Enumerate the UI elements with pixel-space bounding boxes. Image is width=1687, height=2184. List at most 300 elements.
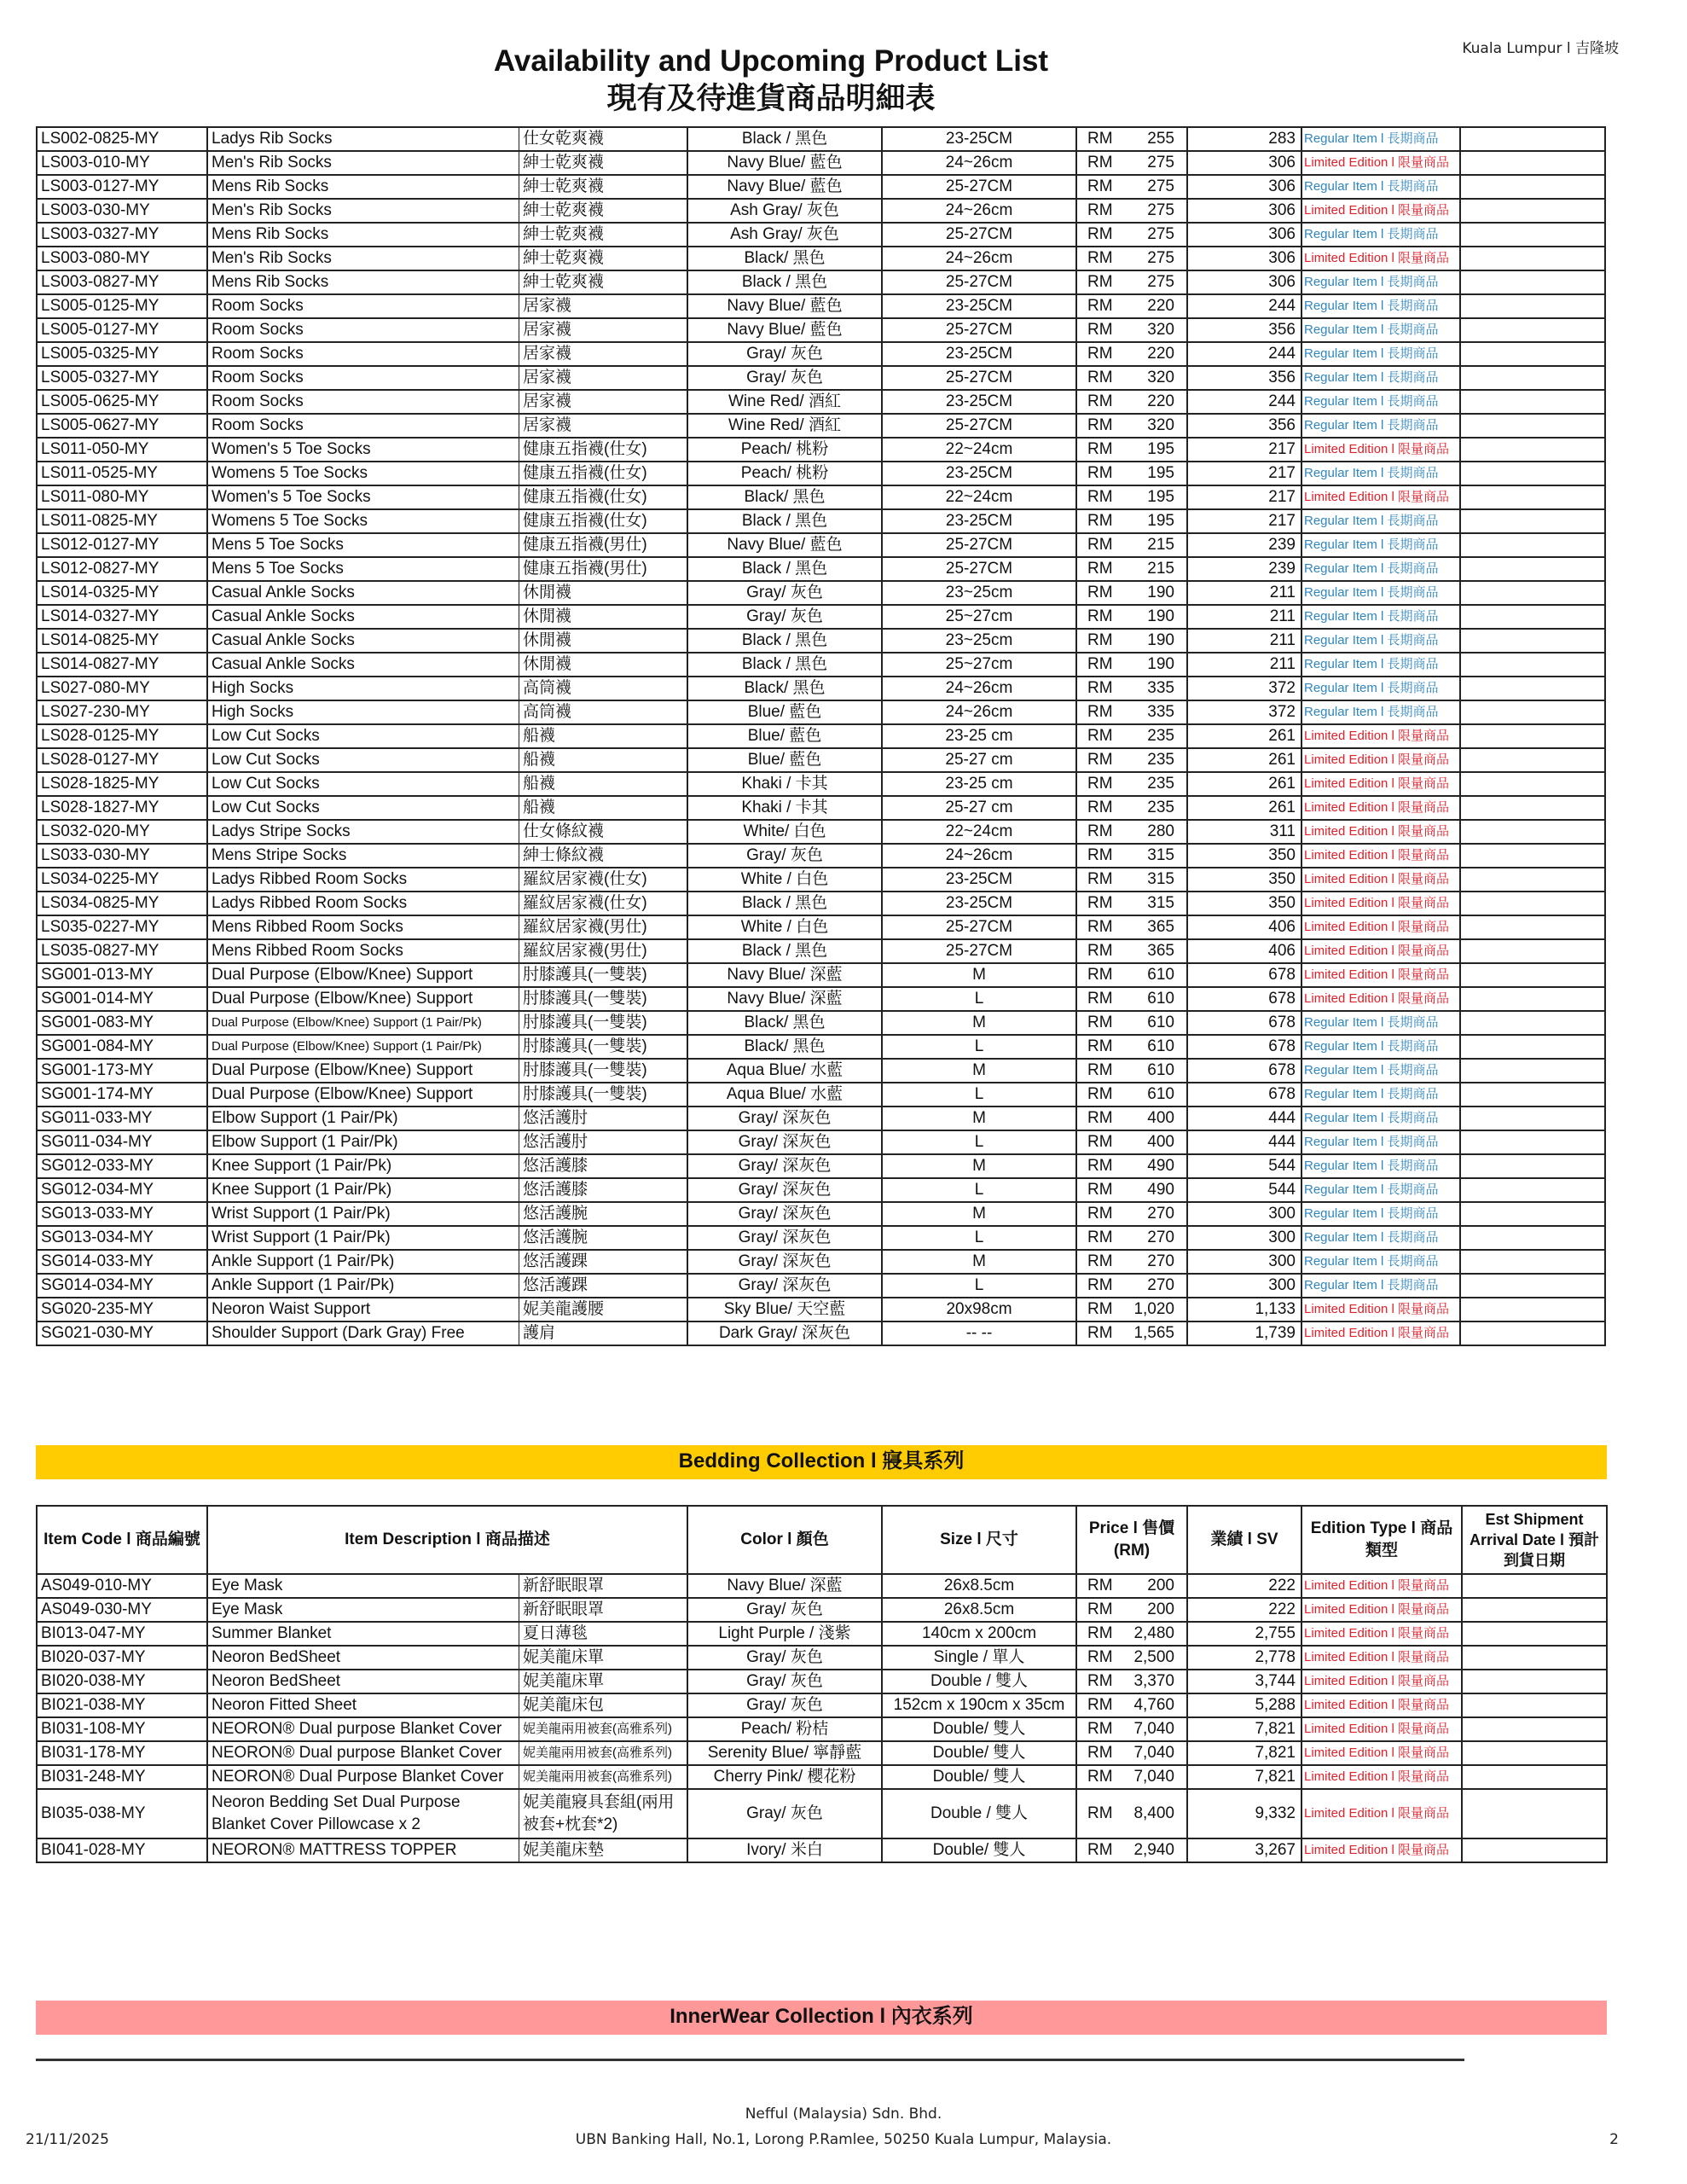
item-description-cn-cell: 悠活護腕	[519, 1226, 688, 1250]
size-cell: Double/ 雙人	[882, 1765, 1076, 1789]
edition-type-cell: Limited Edition l 限量商品	[1301, 868, 1460, 892]
sv-cell: 678	[1187, 987, 1301, 1011]
section-divider	[36, 2059, 1464, 2061]
size-cell: M	[882, 963, 1076, 987]
price-cell	[1076, 390, 1187, 414]
sv-cell: 678	[1187, 1035, 1301, 1059]
item-description-cn-cell: 羅紋居家襪(男仕)	[519, 939, 688, 963]
currency-label: RM	[1087, 560, 1113, 578]
currency-label: RM	[1087, 1804, 1113, 1822]
edition-type-cell: Limited Edition l 限量商品	[1301, 1838, 1462, 1862]
item-code-cell: LS003-0127-MY	[37, 175, 207, 199]
size-cell: 25-27CM	[882, 318, 1076, 342]
price-cell	[1076, 509, 1187, 533]
currency-label: RM	[1087, 225, 1113, 243]
item-code-cell: SG011-034-MY	[37, 1130, 207, 1154]
price-amount: 2,500	[1133, 1648, 1174, 1666]
est-shipment-cell	[1460, 939, 1605, 963]
currency-label: RM	[1087, 679, 1113, 697]
item-description-cn-cell: 肘膝護具(一雙裝)	[519, 1035, 688, 1059]
edition-type-cell: Regular Item l 長期商品	[1301, 366, 1460, 390]
est-shipment-cell	[1462, 1622, 1607, 1646]
price-cell	[1076, 294, 1187, 318]
color-cell: Navy Blue/ 藍色	[687, 294, 882, 318]
item-description-cn-cell: 紳士乾爽襪	[519, 175, 688, 199]
price-amount: 195	[1147, 512, 1174, 530]
est-shipment-cell	[1460, 557, 1605, 581]
table-row	[37, 1011, 1605, 1035]
table-row	[37, 390, 1605, 414]
item-description-cn-cell: 肘膝護具(一雙裝)	[519, 1011, 688, 1035]
price-amount: 270	[1147, 1252, 1174, 1270]
currency-label: RM	[1087, 321, 1113, 339]
item-description-cn-cell: 紳士乾爽襪	[519, 247, 688, 270]
price-amount: 235	[1147, 751, 1174, 769]
item-code-cell: LS011-0825-MY	[37, 509, 207, 533]
socks-supports-table-body	[37, 127, 1605, 1345]
size-cell: 23-25CM	[882, 462, 1076, 485]
est-shipment-cell	[1460, 199, 1605, 223]
price-cell	[1076, 462, 1187, 485]
est-shipment-cell	[1460, 438, 1605, 462]
item-description-cell: Low Cut Socks	[207, 796, 519, 820]
bedding-table-body	[37, 1574, 1607, 1862]
item-description-cell: NEORON® Dual purpose Blanket Cover	[207, 1741, 519, 1765]
price-amount: 195	[1147, 488, 1174, 506]
sv-cell: 244	[1187, 390, 1301, 414]
est-shipment-cell	[1462, 1765, 1607, 1789]
edition-type-cell: Limited Edition l 限量商品	[1301, 1741, 1462, 1765]
item-description-cell: Neoron Bedding Set Dual Purpose Blanket Cover Pillowcase x 2	[207, 1789, 519, 1838]
est-shipment-cell	[1460, 1202, 1605, 1226]
size-cell: 23-25 cm	[882, 772, 1076, 796]
bedding-collection-banner: Bedding Collection l 寢具系列	[36, 1445, 1607, 1479]
edition-type-cell: Regular Item l 長期商品	[1301, 1178, 1460, 1202]
item-description-cn-cell: 悠活護肘	[519, 1130, 688, 1154]
est-shipment-cell	[1460, 1178, 1605, 1202]
price-amount: 4,760	[1133, 1696, 1174, 1714]
price-cell	[1076, 1622, 1187, 1646]
price-cell	[1076, 1011, 1187, 1035]
price-cell	[1076, 414, 1187, 438]
est-shipment-cell	[1460, 1130, 1605, 1154]
size-cell: 25~27cm	[882, 653, 1076, 677]
table-row	[37, 270, 1605, 294]
item-description-cell: Wrist Support (1 Pair/Pk)	[207, 1226, 519, 1250]
table-row	[37, 1130, 1605, 1154]
table-row	[37, 199, 1605, 223]
price-amount: 1,565	[1133, 1324, 1174, 1342]
sv-cell: 444	[1187, 1130, 1301, 1154]
size-cell: L	[882, 1083, 1076, 1107]
sv-cell: 306	[1187, 175, 1301, 199]
item-code-cell: BI020-038-MY	[37, 1670, 207, 1693]
table-row	[37, 581, 1605, 605]
est-shipment-cell	[1460, 1083, 1605, 1107]
sv-cell: 300	[1187, 1250, 1301, 1274]
item-description-cell: Mens 5 Toe Socks	[207, 557, 519, 581]
size-cell: 22~24cm	[882, 485, 1076, 509]
price-amount: 320	[1147, 416, 1174, 434]
item-code-cell: LS005-0625-MY	[37, 390, 207, 414]
item-description-cn-cell: 肘膝護具(一雙裝)	[519, 963, 688, 987]
color-cell: Navy Blue/ 深藍	[687, 1574, 882, 1598]
edition-type-cell: Regular Item l 長期商品	[1301, 1154, 1460, 1178]
color-cell: Gray/ 灰色	[687, 605, 882, 629]
item-code-cell: SG001-014-MY	[37, 987, 207, 1011]
currency-label: RM	[1087, 990, 1113, 1008]
sv-cell: 300	[1187, 1226, 1301, 1250]
color-cell: Ash Gray/ 灰色	[687, 223, 882, 247]
price-cell	[1076, 677, 1187, 700]
est-shipment-cell	[1460, 677, 1605, 700]
price-cell	[1076, 533, 1187, 557]
edition-type-cell: Regular Item l 長期商品	[1301, 1011, 1460, 1035]
price-amount: 280	[1147, 822, 1174, 840]
item-description-cell: Elbow Support (1 Pair/Pk)	[207, 1130, 519, 1154]
item-description-cell: Dual Purpose (Elbow/Knee) Support	[207, 987, 519, 1011]
est-shipment-cell	[1460, 820, 1605, 844]
color-cell: Navy Blue/ 深藍	[687, 963, 882, 987]
item-description-cn-cell: 休閒襪	[519, 653, 688, 677]
edition-type-cell: Regular Item l 長期商品	[1301, 342, 1460, 366]
price-amount: 275	[1147, 273, 1174, 291]
item-description-cell: Mens Ribbed Room Socks	[207, 939, 519, 963]
currency-label: RM	[1087, 1252, 1113, 1270]
edition-type-cell: Regular Item l 長期商品	[1301, 175, 1460, 199]
price-cell	[1076, 892, 1187, 915]
item-code-cell: LS014-0827-MY	[37, 653, 207, 677]
edition-type-cell: Regular Item l 長期商品	[1301, 629, 1460, 653]
color-cell: Dark Gray/ 深灰色	[687, 1321, 882, 1345]
item-code-cell: LS011-050-MY	[37, 438, 207, 462]
item-description-cell: Neoron Fitted Sheet	[207, 1693, 519, 1717]
color-cell: Black / 黑色	[687, 892, 882, 915]
size-cell: Single / 單人	[882, 1646, 1076, 1670]
item-code-cell: SG001-083-MY	[37, 1011, 207, 1035]
sv-cell: 2,755	[1187, 1622, 1301, 1646]
edition-type-cell: Limited Edition l 限量商品	[1301, 438, 1460, 462]
size-cell: Double/ 雙人	[882, 1717, 1076, 1741]
size-cell: 25-27CM	[882, 223, 1076, 247]
price-cell	[1076, 1107, 1187, 1130]
sv-cell: 678	[1187, 1059, 1301, 1083]
edition-type-cell: Regular Item l 長期商品	[1301, 533, 1460, 557]
item-description-cell: Ladys Ribbed Room Socks	[207, 868, 519, 892]
edition-type-cell: Regular Item l 長期商品	[1301, 270, 1460, 294]
item-description-cn-cell: 羅紋居家襪(仕女)	[519, 892, 688, 915]
item-description-cn-cell: 羅紋居家襪(仕女)	[519, 868, 688, 892]
currency-label: RM	[1087, 369, 1113, 386]
price-cell	[1076, 438, 1187, 462]
table-row	[37, 438, 1605, 462]
table-row	[37, 1035, 1605, 1059]
footer-address: UBN Banking Hall, No.1, Lorong P.Ramlee, 50250 Kuala Lumpur, Malaysia.	[575, 2131, 1112, 2148]
currency-label: RM	[1087, 345, 1113, 363]
color-cell: Black/ 黑色	[687, 485, 882, 509]
item-code-cell: AS049-030-MY	[37, 1598, 207, 1622]
item-description-cn-cell: 高筒襪	[519, 677, 688, 700]
price-amount: 235	[1147, 799, 1174, 816]
item-description-cell: Room Socks	[207, 342, 519, 366]
size-cell: 25-27CM	[882, 939, 1076, 963]
item-code-cell: LS003-030-MY	[37, 199, 207, 223]
currency-label: RM	[1087, 416, 1113, 434]
color-cell: Black/ 黑色	[687, 1011, 882, 1035]
currency-label: RM	[1087, 1744, 1113, 1762]
color-cell: Gray/ 深灰色	[687, 1202, 882, 1226]
color-cell: Gray/ 灰色	[687, 1598, 882, 1622]
item-description-cell: Women's 5 Toe Socks	[207, 485, 519, 509]
currency-label: RM	[1087, 1014, 1113, 1031]
item-description-cell: Low Cut Socks	[207, 748, 519, 772]
est-shipment-cell	[1460, 748, 1605, 772]
item-description-cn-cell: 新舒眠眼罩	[519, 1598, 688, 1622]
color-cell: Wine Red/ 酒紅	[687, 414, 882, 438]
item-description-cell: NEORON® Dual purpose Blanket Cover	[207, 1717, 519, 1741]
table-row	[37, 1789, 1607, 1838]
table-row	[37, 1154, 1605, 1178]
color-cell: Blue/ 藍色	[687, 748, 882, 772]
price-cell	[1076, 1202, 1187, 1226]
price-cell	[1076, 247, 1187, 270]
size-cell: 25-27 cm	[882, 748, 1076, 772]
item-code-cell: LS035-0227-MY	[37, 915, 207, 939]
edition-type-cell: Regular Item l 長期商品	[1301, 700, 1460, 724]
currency-label: RM	[1087, 607, 1113, 625]
color-cell: Gray/ 深灰色	[687, 1107, 882, 1130]
size-cell: L	[882, 1178, 1076, 1202]
currency-label: RM	[1087, 1109, 1113, 1127]
item-code-cell: LS012-0827-MY	[37, 557, 207, 581]
item-description-cn-cell: 紳士乾爽襪	[519, 270, 688, 294]
item-code-cell: LS014-0327-MY	[37, 605, 207, 629]
size-cell: L	[882, 987, 1076, 1011]
price-cell	[1076, 223, 1187, 247]
item-description-cn-cell: 妮美龍兩用被套(高雅系列)	[519, 1765, 688, 1789]
table-row	[37, 1622, 1607, 1646]
item-description-cell: NEORON® MATTRESS TOPPER	[207, 1838, 519, 1862]
price-cell	[1076, 127, 1187, 151]
sv-cell: 211	[1187, 605, 1301, 629]
item-description-cn-cell: 妮美龍寢具套組(兩用被套+枕套*2)	[519, 1789, 688, 1838]
size-cell: 24~26cm	[882, 844, 1076, 868]
price-cell	[1076, 748, 1187, 772]
sv-cell: 211	[1187, 653, 1301, 677]
item-description-cn-cell: 居家襪	[519, 342, 688, 366]
currency-label: RM	[1087, 703, 1113, 721]
item-description-cn-cell: 健康五指襪(仕女)	[519, 485, 688, 509]
table-row	[37, 1250, 1605, 1274]
size-cell: M	[882, 1250, 1076, 1274]
est-shipment-cell	[1460, 581, 1605, 605]
sv-cell: 544	[1187, 1154, 1301, 1178]
sv-cell: 283	[1187, 127, 1301, 151]
item-description-cell: Neoron BedSheet	[207, 1646, 519, 1670]
currency-label: RM	[1087, 512, 1113, 530]
item-description-cn-cell: 休閒襪	[519, 629, 688, 653]
color-cell: Navy Blue/ 藍色	[687, 318, 882, 342]
est-shipment-cell	[1460, 1226, 1605, 1250]
item-code-cell: LS027-080-MY	[37, 677, 207, 700]
color-cell: White / 白色	[687, 915, 882, 939]
est-shipment-cell	[1460, 1250, 1605, 1274]
size-cell: 22~24cm	[882, 438, 1076, 462]
color-cell: Gray/ 灰色	[687, 1789, 882, 1838]
item-code-cell: BI013-047-MY	[37, 1622, 207, 1646]
color-cell: Gray/ 深灰色	[687, 1154, 882, 1178]
est-shipment-cell	[1460, 1011, 1605, 1035]
price-amount: 275	[1147, 249, 1174, 267]
edition-type-cell: Regular Item l 長期商品	[1301, 1035, 1460, 1059]
size-cell: 25-27CM	[882, 366, 1076, 390]
currency-label: RM	[1087, 1720, 1113, 1738]
price-cell	[1076, 700, 1187, 724]
item-code-cell: LS035-0827-MY	[37, 939, 207, 963]
color-cell: Black/ 黑色	[687, 247, 882, 270]
currency-label: RM	[1087, 273, 1113, 291]
size-cell: M	[882, 1202, 1076, 1226]
item-description-cn-cell: 悠活護踝	[519, 1250, 688, 1274]
est-shipment-cell	[1460, 1274, 1605, 1298]
edition-type-cell: Regular Item l 長期商品	[1301, 390, 1460, 414]
table-row	[37, 987, 1605, 1011]
price-amount: 220	[1147, 345, 1174, 363]
item-description-cell: Elbow Support (1 Pair/Pk)	[207, 1107, 519, 1130]
price-cell	[1076, 1250, 1187, 1274]
currency-label: RM	[1087, 751, 1113, 769]
item-code-cell: LS014-0325-MY	[37, 581, 207, 605]
est-shipment-cell	[1462, 1789, 1607, 1838]
price-cell	[1076, 1154, 1187, 1178]
edition-type-cell: Limited Edition l 限量商品	[1301, 844, 1460, 868]
table-row	[37, 868, 1605, 892]
header-size: Size l 尺寸	[882, 1506, 1076, 1574]
color-cell: Navy Blue/ 藍色	[687, 175, 882, 199]
price-cell	[1076, 1083, 1187, 1107]
item-code-cell: BI031-108-MY	[37, 1717, 207, 1741]
price-amount: 610	[1147, 1061, 1174, 1079]
price-amount: 275	[1147, 154, 1174, 171]
color-cell: Sky Blue/ 天空藍	[687, 1298, 882, 1321]
price-amount: 610	[1147, 966, 1174, 984]
header-sv: 業績 l SV	[1187, 1506, 1301, 1574]
est-shipment-cell	[1460, 175, 1605, 199]
item-description-cell: Ladys Ribbed Room Socks	[207, 892, 519, 915]
sv-cell: 261	[1187, 748, 1301, 772]
item-description-cell: Low Cut Socks	[207, 724, 519, 748]
color-cell: Navy Blue/ 藍色	[687, 151, 882, 175]
table-row	[37, 1298, 1605, 1321]
sv-cell: 3,267	[1187, 1838, 1301, 1862]
table-row	[37, 1083, 1605, 1107]
item-description-cell: Room Socks	[207, 318, 519, 342]
item-description-cell: Room Socks	[207, 414, 519, 438]
item-description-cell: Mens Rib Socks	[207, 175, 519, 199]
size-cell: 24~26cm	[882, 247, 1076, 270]
sv-cell: 239	[1187, 533, 1301, 557]
edition-type-cell: Limited Edition l 限量商品	[1301, 772, 1460, 796]
item-description-cell: Knee Support (1 Pair/Pk)	[207, 1154, 519, 1178]
sv-cell: 211	[1187, 629, 1301, 653]
item-description-cell: Eye Mask	[207, 1574, 519, 1598]
item-description-cn-cell: 仕女條紋襪	[519, 820, 688, 844]
price-cell	[1076, 963, 1187, 987]
table-row	[37, 1717, 1607, 1741]
color-cell: Gray/ 深灰色	[687, 1250, 882, 1274]
price-amount: 1,020	[1133, 1300, 1174, 1318]
size-cell: 152cm x 190cm x 35cm	[882, 1693, 1076, 1717]
est-shipment-cell	[1460, 1154, 1605, 1178]
price-amount: 190	[1147, 631, 1174, 649]
item-description-cell: Women's 5 Toe Socks	[207, 438, 519, 462]
est-shipment-cell	[1460, 1298, 1605, 1321]
currency-label: RM	[1087, 440, 1113, 458]
currency-label: RM	[1087, 1768, 1113, 1786]
item-description-cell: Men's Rib Socks	[207, 151, 519, 175]
edition-type-cell: Regular Item l 長期商品	[1301, 509, 1460, 533]
item-code-cell: BI031-248-MY	[37, 1765, 207, 1789]
item-description-cn-cell: 羅紋居家襪(男仕)	[519, 915, 688, 939]
item-description-cn-cell: 新舒眠眼罩	[519, 1574, 688, 1598]
est-shipment-cell	[1460, 414, 1605, 438]
sv-cell: 261	[1187, 796, 1301, 820]
table-row	[37, 342, 1605, 366]
size-cell: 25-27CM	[882, 533, 1076, 557]
size-cell: 25-27CM	[882, 915, 1076, 939]
currency-label: RM	[1087, 130, 1113, 148]
item-code-cell: LS012-0127-MY	[37, 533, 207, 557]
item-description-cn-cell: 悠活護膝	[519, 1178, 688, 1202]
edition-type-cell: Limited Edition l 限量商品	[1301, 199, 1460, 223]
est-shipment-cell	[1460, 247, 1605, 270]
size-cell: 23-25CM	[882, 342, 1076, 366]
sv-cell: 3,744	[1187, 1670, 1301, 1693]
size-cell: Double/ 雙人	[882, 1838, 1076, 1862]
edition-type-cell: Regular Item l 長期商品	[1301, 1226, 1460, 1250]
edition-type-cell: Limited Edition l 限量商品	[1301, 1298, 1460, 1321]
color-cell: Gray/ 灰色	[687, 366, 882, 390]
sv-cell: 217	[1187, 462, 1301, 485]
currency-label: RM	[1087, 584, 1113, 601]
color-cell: Navy Blue/ 深藍	[687, 987, 882, 1011]
est-shipment-cell	[1460, 868, 1605, 892]
currency-label: RM	[1087, 1600, 1113, 1618]
size-cell: -- --	[882, 1321, 1076, 1345]
color-cell: Black / 黑色	[687, 939, 882, 963]
item-description-cell: Wrist Support (1 Pair/Pk)	[207, 1202, 519, 1226]
item-code-cell: SG012-034-MY	[37, 1178, 207, 1202]
table-row	[37, 1741, 1607, 1765]
edition-type-cell: Limited Edition l 限量商品	[1301, 915, 1460, 939]
table-row	[37, 1646, 1607, 1670]
item-code-cell: SG001-173-MY	[37, 1059, 207, 1083]
size-cell: 24~26cm	[882, 677, 1076, 700]
price-amount: 215	[1147, 560, 1174, 578]
item-code-cell: LS005-0125-MY	[37, 294, 207, 318]
color-cell: Gray/ 灰色	[687, 342, 882, 366]
item-code-cell: LS005-0627-MY	[37, 414, 207, 438]
color-cell: Peach/ 桃粉	[687, 438, 882, 462]
item-code-cell: SG013-033-MY	[37, 1202, 207, 1226]
edition-type-cell: Limited Edition l 限量商品	[1301, 939, 1460, 963]
price-amount: 200	[1147, 1577, 1174, 1594]
sv-cell: 372	[1187, 700, 1301, 724]
header-item-description: Item Description l 商品描述	[207, 1506, 687, 1574]
size-cell: L	[882, 1274, 1076, 1298]
price-amount: 315	[1147, 894, 1174, 912]
currency-label: RM	[1087, 1061, 1113, 1079]
